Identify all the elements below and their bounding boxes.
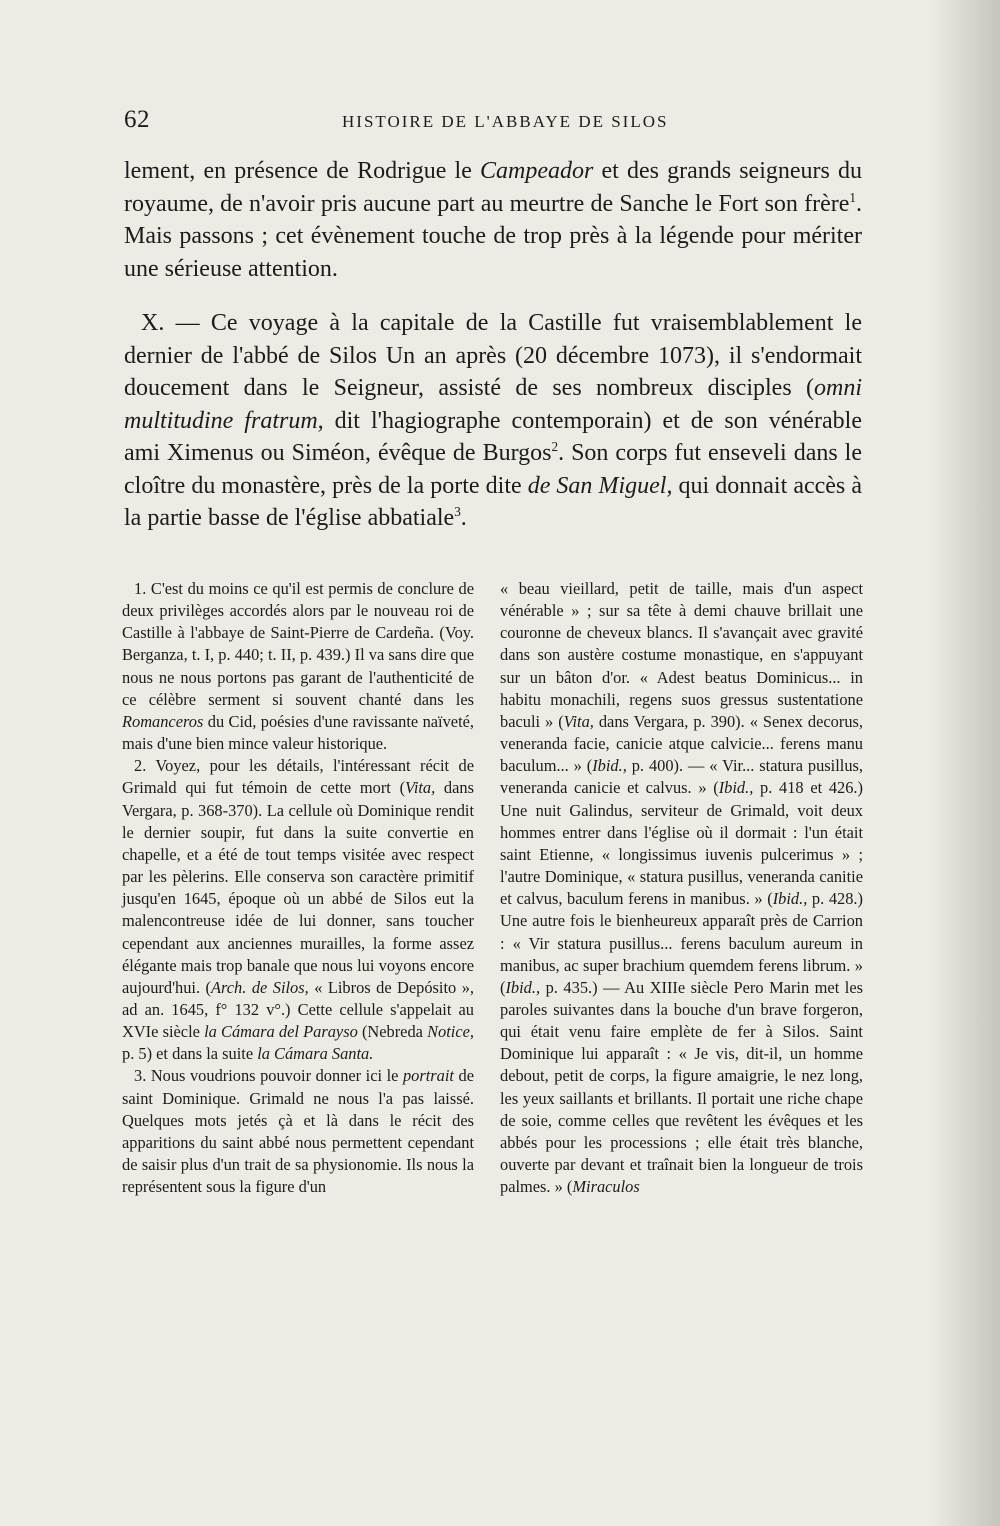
italic-span: Vita, [563,711,594,731]
text-span: . Mais passons ; cet évènement touche de trop près à la légende pour mériter une sérieuse attention. [124,190,862,282]
italic-span: Ibid., [772,889,808,909]
text-span: p. 5) et dans la suite [122,1044,258,1064]
page-edge-shadow [930,0,1000,1526]
page-number: 62 [124,106,150,133]
running-header [124,106,860,136]
text-span: « Libros de Depósito », ad an. 1645, f° 132 v°.) Cette cellule s'appelait au XVIe siècle [122,977,474,1042]
text-span: X. — Ce voyage à la capitale de la Castille fut vraisemblablement le dernier de l'abbé de Silos Un an après (20 décembre 1073), il s'endormait doucement dans le Seigneur, assisté de ses nombreux disciples ( [124,310,862,401]
paragraph-continuation [124,155,862,285]
footnote-3 [122,1065,474,1198]
text-span: « beau vieillard, petit de taille, mais d'un aspect vénérable » ; sur sa tête à demi chauve brillait une couronne de cheveux blancs. Il s'avançait avec gravité dans son austère costume monastique, en s'appuyant sur un bâton d'or. « Adest beatus Dominicus... in habitu monachili, regens suos gressus sustentatione baculi » ( [500,579,863,731]
text-span: (Nebreda [357,1022,428,1042]
italic-span: Ibid., [505,977,541,997]
italic-span: Vita, [405,778,436,798]
italic-span: Arch. de Silos, [211,977,309,997]
text-span: p. 418 et 426.) Une nuit Galindus, serviteur de Grimald, voit deux hommes entrer dans l'église où il dormait : l'un était saint Etienne, « longissimus iuvenis pulcerimus » ; l'autre Dominique, « statura pusillus, veneranda canitie et calvus, baculum ferens in manibus. » ( [500,778,863,909]
footnote-ref-1[interactable]: 1 [849,189,856,205]
footnote-1 [122,578,474,755]
italic-span: Campeador [480,158,594,184]
footnote-2 [122,755,474,1065]
text-span: qui donnait accès à la partie basse de l'église abbatiale [124,472,862,531]
text-span: . Son corps fut enseveli dans le cloître du monastère, près de la porte dite [124,440,863,499]
italic-span: Notice, [427,1022,475,1042]
running-title: HISTOIRE DE L'ABBAYE DE SILOS [342,112,669,131]
main-text [124,155,862,535]
text-span: p. 400). — « Vir... statura pusillus, veneranda canicie et calvus. » ( [500,756,863,798]
text-span: et des grands seigneurs du royaume, de n'avoir pris aucune part au meurtre de Sanche le Fort son frère [124,158,862,217]
italic-span: Ibid., [592,756,627,776]
italic-span: portrait [402,1066,454,1086]
paragraph-x [124,307,862,535]
text-span: dans Vergara, p. 390). « Senex decorus, veneranda facie, canicie atque calvicie... ferens manu baculum... » ( [500,711,863,776]
footnote-3-continued [500,578,863,1198]
italic-span: la Cámara del Parayso [204,1022,358,1042]
text-span: 2. Voyez, pour les détails, l'intéressant récit de Grimald qui fut témoin de cette mort ( [122,756,474,798]
text-span: . [460,505,467,531]
text-span: p. 428.) Une autre fois le bienheureux apparaît près de Carrion : « Vir statura pusillus... ferens baculum aureum in manibus, ac super brachium quemdem ferens librum. » ( [500,889,863,997]
text-span: dit l'hagiographe contemporain) et de son vénérable ami Ximenus ou Siméon, évêque de Burgos [124,407,862,466]
italic-span: Miraculos [572,1177,640,1197]
italic-span: de San Miguel, [527,472,673,499]
text-span: 1. C'est du moins ce qu'il est permis de conclure de deux privilèges accordés alors par le nouveau roi de Castille à l'abbaye de Saint-Pierre de Cardeña. (Voy. Berganza, t. I, p. 440; t. II, p. 439.) Il va sans dire que nous ne nous portons pas garant de l'authenticité de ce célèbre serment si souvent chanté dans les [122,579,474,709]
text-span: p. 435.) — Au XIIIe siècle Pero Marin met les paroles suivantes dans la bouche d'un brave forgeron, qui était venu faire emplète de fer à Silos. Saint Dominique lui apparaît : « Je vis, dit-il, un homme debout, petit de corps, la figure amaigrie, le nez long, les yeux saillants et brillants. Il portait une riche chape de soie, comme celles que revêtent les évêques et les abbés pour les processions ; elle était très blanche, ouverte par devant et traînait bien la longueur de trois palmes. » ( [500,977,863,1197]
footnote-ref-2[interactable]: 2 [551,439,559,454]
italic-span: Ibid., [718,778,754,798]
italic-span: omni multitudine fratrum, [124,375,862,434]
italic-span: la Cámara Santa. [257,1044,374,1064]
text-span: du Cid, poésies d'une ravissante naïveté, mais d'une bien mince valeur historique. [122,711,474,754]
italic-span: Romanceros [122,711,204,731]
text-span: lement, en présence de Rodrigue le [124,158,481,184]
text-span: 3. Nous voudrions pouvoir donner ici le [134,1066,403,1086]
footnotes-left-column [122,578,474,1198]
footnotes-right-column [500,578,863,1198]
text-span: dans Vergara, p. 368-370). La cellule où Dominique rendit le dernier soupir, fut dans la suite convertie en chapelle, et a été de tout temps visitée avec respect par les pèlerins. Elle conserva son caractère primitif jusqu'en 1645, époque où un abbé de Silos eut la malencontreuse idée de lui donner, sans toucher cependant aux anciennes murailles, la forme assez élégante mais trop banale que nous lui voyons encore aujourd'hui. ( [122,778,474,997]
text-span: de saint Dominique. Grimald ne nous l'a pas laissé. Quelques mots jetés çà et là dans le récit des apparitions du saint abbé nous permettent cependant de saisir plus d'un trait de sa physionomie. Ils nous la représentent sous la figure d'un [122,1066,474,1197]
footnote-ref-3[interactable]: 3 [454,504,461,519]
